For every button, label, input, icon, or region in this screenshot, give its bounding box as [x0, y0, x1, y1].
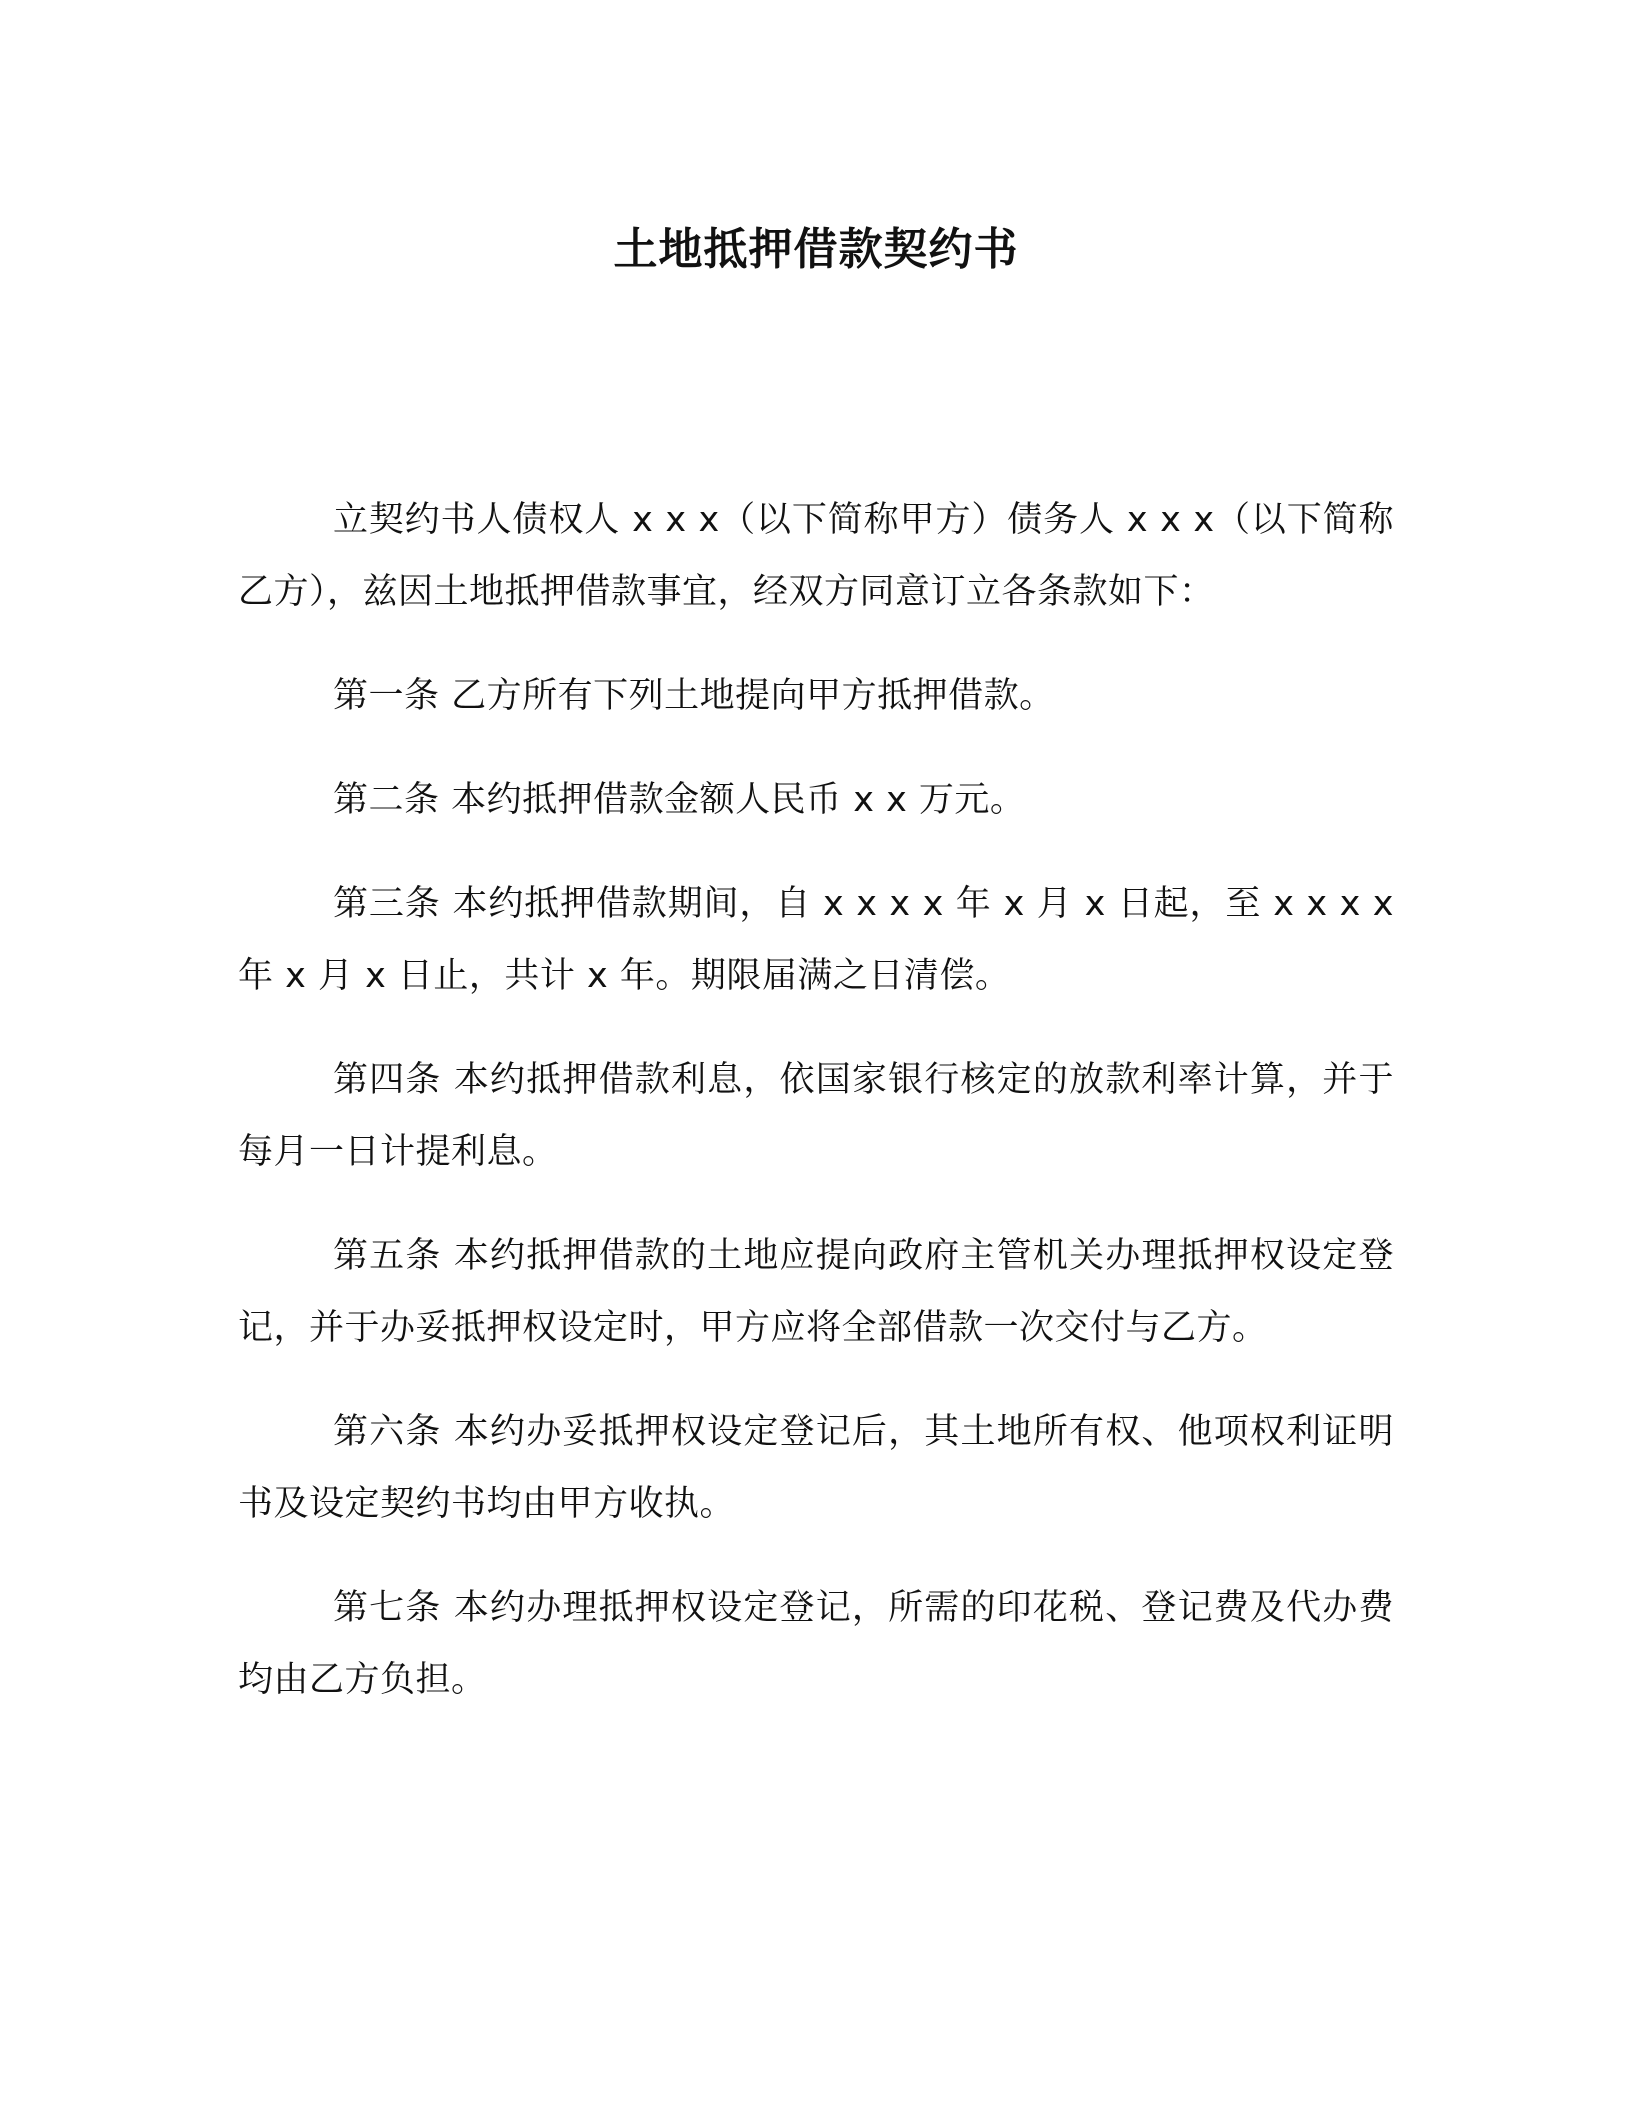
article-1-paragraph: 第一条 乙方所有下列土地提向甲方抵押借款。 — [333, 676, 1055, 716]
article-2-paragraph: 第二条 本约抵押借款金额人民币 x x 万元。 — [333, 780, 1026, 820]
article-4-paragraph: 第四条 本约抵押借款利息，依国家银行核定的放款利率计算，并于每月一日计提利息。 — [238, 1060, 1394, 1172]
article-6-paragraph: 第六条 本约办妥抵押权设定登记后，其土地所有权、他项权利证明书及设定契约书均由甲方收执。 — [238, 1412, 1394, 1524]
preamble-paragraph: 立契约书人债权人 x x x（以下简称甲方）债务人 x x x（以下简称乙方），兹因土地抵押借款事宜，经双方同意订立各条款如下： — [238, 500, 1394, 612]
document-body — [238, 484, 1394, 1748]
article-5-paragraph: 第五条 本约抵押借款的土地应提向政府主管机关办理抵押权设定登记，并于办妥抵押权设定时，甲方应将全部借款一次交付与乙方。 — [238, 1236, 1394, 1348]
document-title: 土地抵押借款契约书 — [613, 224, 1019, 275]
article-3-paragraph: 第三条 本约抵押借款期间，自 x x x x 年 x 月 x 日起，至 x x x x 年 x 月 x 日止，共计 x 年。期限届满之日清偿。 — [238, 884, 1394, 996]
article-7-paragraph: 第七条 本约办理抵押权设定登记，所需的印花税、登记费及代办费均由乙方负担。 — [238, 1588, 1394, 1700]
